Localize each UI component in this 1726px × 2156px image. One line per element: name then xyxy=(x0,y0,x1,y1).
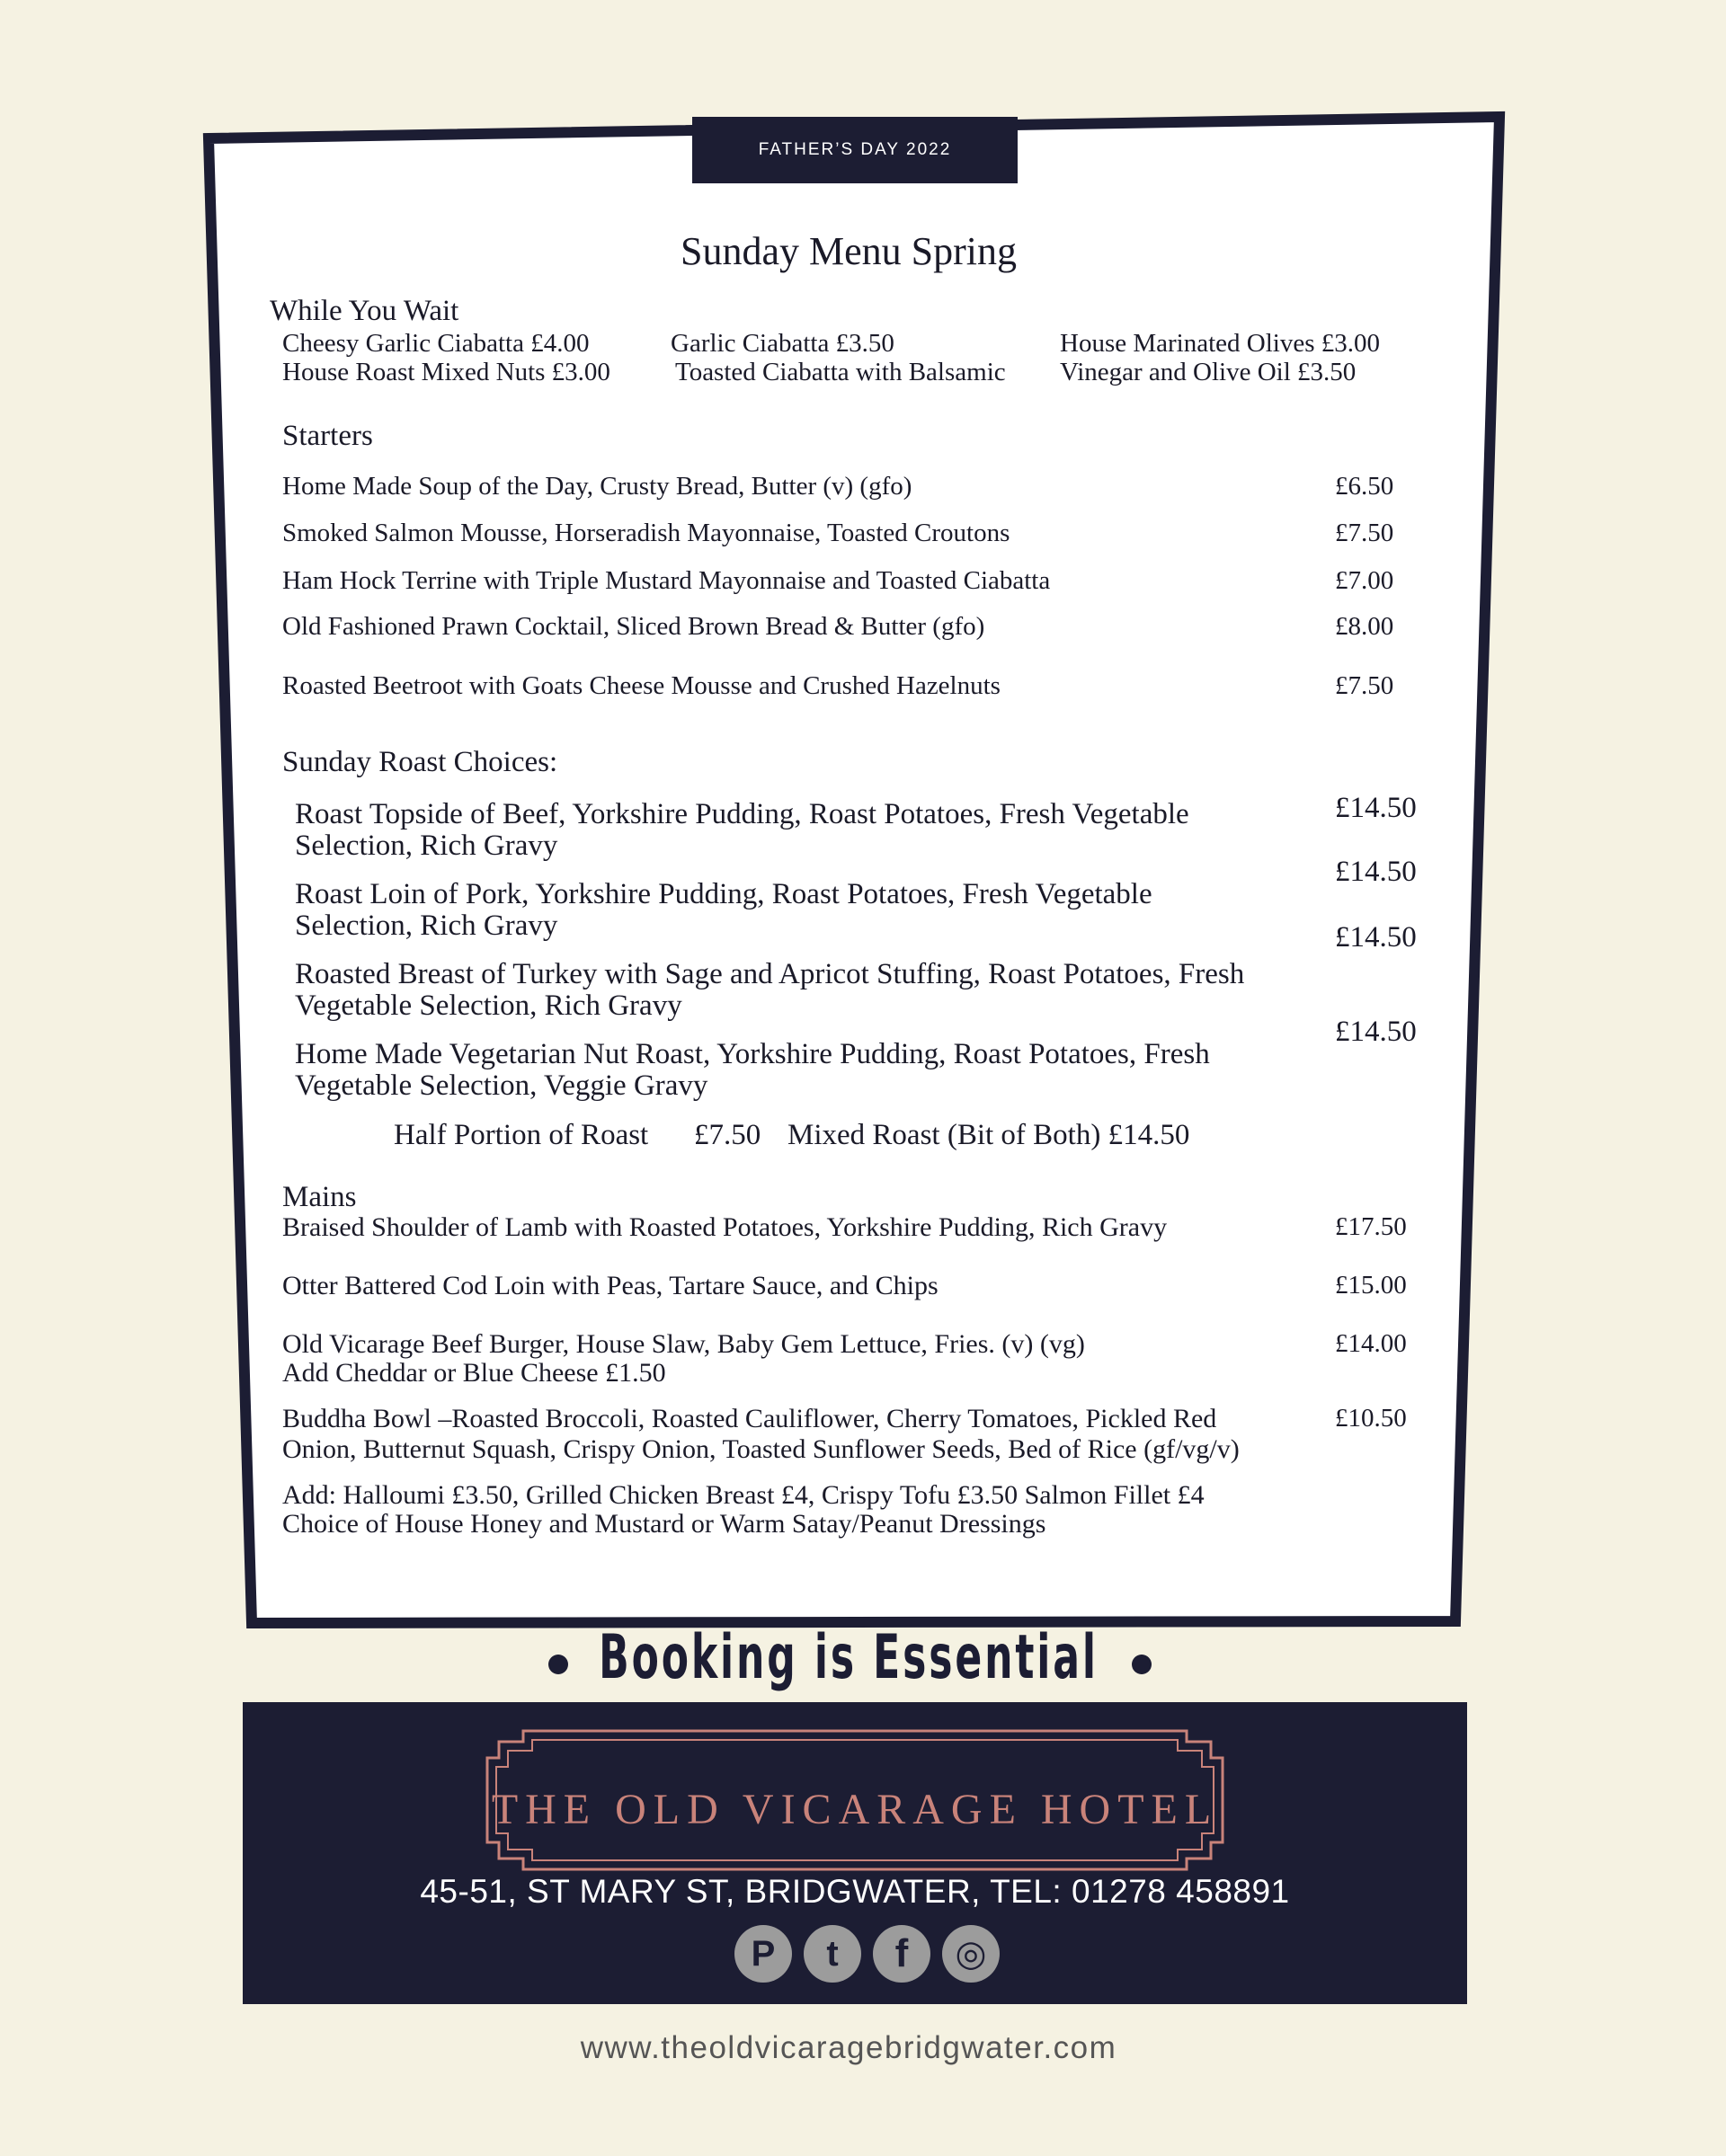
wait-item: Toasted Ciabatta with Balsamic xyxy=(675,358,1006,386)
main-price: £14.00 xyxy=(1335,1329,1407,1358)
main-item-line2: Add Cheddar or Blue Cheese £1.50 xyxy=(282,1358,666,1388)
main-item: Otter Battered Cod Loin with Peas, Tartare Sauce, and Chips xyxy=(282,1271,939,1300)
website-link[interactable]: www.theoldvicaragebridgwater.com xyxy=(580,2030,1117,2065)
roast-price: £14.50 xyxy=(1335,792,1417,824)
starter-item: Home Made Soup of the Day, Crusty Bread, Butter (v) (gfo) xyxy=(282,472,912,501)
wait-item: House Roast Mixed Nuts £3.00 xyxy=(282,358,610,386)
roast-price: £14.50 xyxy=(1335,921,1417,954)
main-price: £17.50 xyxy=(1335,1212,1407,1241)
main-item-line2: Onion, Butternut Squash, Crispy Onion, Toasted Sunflower Seeds, Bed of Rice (gf/vg/v) xyxy=(282,1434,1240,1464)
booking-notice: Booking is Essential xyxy=(599,1622,1099,1693)
main-price: £15.00 xyxy=(1335,1271,1407,1300)
instagram-icon[interactable]: ◎ xyxy=(942,1925,1000,1983)
pinterest-icon[interactable]: P xyxy=(734,1925,792,1983)
twitter-icon[interactable]: t xyxy=(804,1925,861,1983)
roasts-heading: Sunday Roast Choices: xyxy=(282,746,558,778)
half-portion-price: £7.50 xyxy=(694,1119,761,1151)
roast-item-line1: Roasted Breast of Turkey with Sage and Apricot Stuffing, Roast Potatoes, Fresh xyxy=(295,958,1245,990)
starter-price: £8.00 xyxy=(1335,612,1394,641)
roast-item-line2: Vegetable Selection, Rich Gravy xyxy=(295,989,682,1022)
bullet-dot-right xyxy=(1132,1655,1152,1674)
starter-item: Smoked Salmon Mousse, Horseradish Mayonnaise, Toasted Croutons xyxy=(282,519,1010,547)
roast-item-line2: Vegetable Selection, Veggie Gravy xyxy=(295,1069,708,1102)
fathers-day-tag: FATHER’S DAY 2022 xyxy=(692,117,1018,183)
main-item: Buddha Bowl –Roasted Broccoli, Roasted Cauliflower, Cherry Tomatoes, Pickled Red xyxy=(282,1404,1217,1433)
main-item: Old Vicarage Beef Burger, House Slaw, Baby Gem Lettuce, Fries. (v) (vg) xyxy=(282,1329,1085,1359)
starter-item: Ham Hock Terrine with Triple Mustard Mayonnaise and Toasted Ciabatta xyxy=(282,566,1051,595)
roast-price: £14.50 xyxy=(1335,1016,1417,1048)
starter-price: £7.50 xyxy=(1335,519,1394,547)
starter-price: £7.00 xyxy=(1335,566,1394,595)
addons-line1: Add: Halloumi £3.50, Grilled Chicken Breast £4, Crispy Tofu £3.50 Salmon Fillet £4 xyxy=(282,1480,1205,1510)
hotel-banner xyxy=(243,1702,1467,2004)
roast-item-line1: Roast Loin of Pork, Yorkshire Pudding, Roast Potatoes, Fresh Vegetable xyxy=(295,878,1152,910)
main-item: Braised Shoulder of Lamb with Roasted Potatoes, Yorkshire Pudding, Rich Gravy xyxy=(282,1212,1168,1242)
half-portion-label: Half Portion of Roast xyxy=(394,1119,649,1151)
wait-item: Vinegar and Olive Oil £3.50 xyxy=(1060,358,1357,386)
addons-line2: Choice of House Honey and Mustard or Warm Satay/Peanut Dressings xyxy=(282,1509,1046,1539)
roast-item-line1: Roast Topside of Beef, Yorkshire Pudding, Roast Potatoes, Fresh Vegetable xyxy=(295,798,1189,830)
roast-price: £14.50 xyxy=(1335,856,1417,888)
facebook-icon[interactable]: f xyxy=(873,1925,930,1983)
starter-item: Old Fashioned Prawn Cocktail, Sliced Brown Bread & Butter (gfo) xyxy=(282,612,985,641)
roast-item-line2: Selection, Rich Gravy xyxy=(295,830,558,862)
hotel-name: THE OLD VICARAGE HOTEL xyxy=(491,1786,1219,1833)
while-you-wait-heading: While You Wait xyxy=(270,295,459,327)
wait-item: Garlic Ciabatta £3.50 xyxy=(671,329,894,358)
wait-item: House Marinated Olives £3.00 xyxy=(1060,329,1380,358)
menu-title: Sunday Menu Spring xyxy=(681,229,1017,273)
mixed-roast: Mixed Roast (Bit of Both) £14.50 xyxy=(787,1119,1190,1151)
roast-item-line1: Home Made Vegetarian Nut Roast, Yorkshire Pudding, Roast Potatoes, Fresh xyxy=(295,1038,1210,1070)
starter-item: Roasted Beetroot with Goats Cheese Mousse and Crushed Hazelnuts xyxy=(282,671,1001,700)
roast-item-line2: Selection, Rich Gravy xyxy=(295,909,558,942)
main-price: £10.50 xyxy=(1335,1404,1407,1433)
mains-heading: Mains xyxy=(282,1181,357,1213)
starter-price: £6.50 xyxy=(1335,472,1394,501)
hotel-address: 45-51, ST MARY ST, BRIDGWATER, TEL: 01278 458891 xyxy=(420,1873,1290,1910)
wait-item: Cheesy Garlic Ciabatta £4.00 xyxy=(282,329,590,358)
starters-heading: Starters xyxy=(282,420,373,452)
starter-price: £7.50 xyxy=(1335,671,1394,700)
